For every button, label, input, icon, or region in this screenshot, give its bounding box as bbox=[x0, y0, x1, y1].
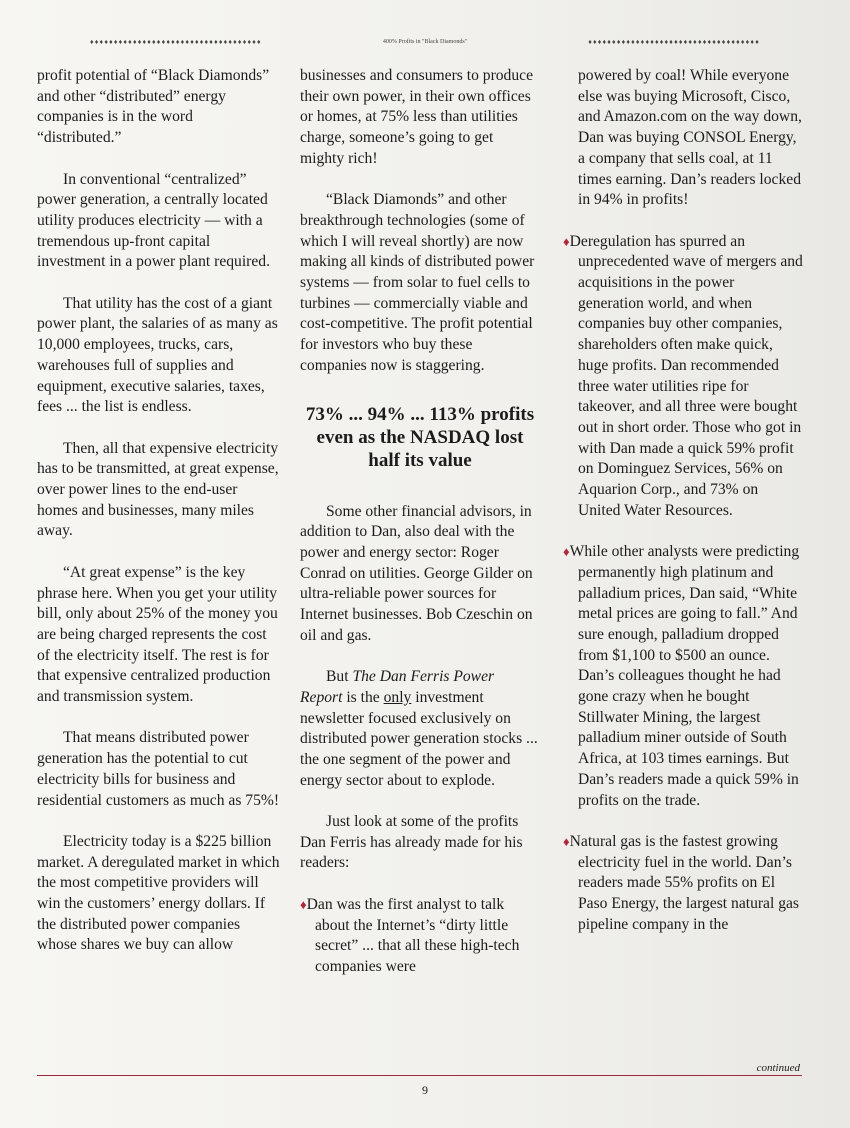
paragraph: Some other financial advisors, in addition to Dan, also deal with the power and energy sector: Roger Conrad on utilities. George Gilder on ultra-reliable power sources for Internet businesses. Bob Czeschin on oil and gas. bbox=[300, 502, 533, 644]
paragraph: Electricity today is a $225 billion market. A deregulated market in which the most competitive providers will win the customers’ energy dollars. If the distributed power companies whose shares we buy can allow bbox=[37, 832, 280, 954]
column-3 bbox=[563, 66, 803, 956]
paragraph: In conventional “centralized” power generation, a centrally located utility produces electricity — with a tremendous up-front capital investment in a power plant required. bbox=[37, 170, 270, 271]
paragraph bbox=[300, 667, 540, 791]
column-2 bbox=[300, 66, 540, 998]
paragraph: That means distributed power generation has the potential to cut electricity bills for business and residential customers as much as 75%! bbox=[37, 729, 280, 809]
column-1 bbox=[37, 66, 281, 977]
bullet-text: While other analysts were predicting permanently high platinum and palladium prices, Dan said, “White metal prices are going to fall.” And sure enough, palladium dropped from $1,100 to $500 an ounce. Dan’s colleagues thought he had gone crazy when he bought Stillwater Mining, the largest palladium miner outside of South Africa, at 103 times earnings. But Dan’s readers made a quick 59% in profits on the trade. bbox=[569, 543, 800, 809]
continued-label: continued bbox=[756, 1062, 800, 1074]
bullet-item bbox=[563, 232, 803, 522]
paragraph: businesses and consumers to produce their own power, in their own offices or homes, at 75% less than utilities charge, someone’s going to get mighty rich! bbox=[300, 67, 533, 167]
subheadline: 73% ... 94% ... 113% profits even as the NASDAQ lost half its value bbox=[305, 403, 535, 471]
diamond-bullet-icon: ♦ bbox=[563, 544, 570, 560]
bullet-text: Natural gas is the fastest growing electricity fuel in the world. Dan’s readers made 55% profits on El Paso Energy, the largest natural gas pipeline company in the bbox=[569, 832, 799, 933]
footer-rule bbox=[37, 1075, 802, 1076]
bullet-item bbox=[300, 895, 540, 978]
header-title: 400% Profits in "Black Diamonds" bbox=[382, 39, 468, 45]
header-right-ornament: ♦♦♦♦♦♦♦♦♦♦♦♦♦♦♦♦♦♦♦♦♦♦♦♦♦♦♦♦♦♦♦♦♦♦♦♦ bbox=[588, 38, 760, 46]
text-run: is the bbox=[342, 688, 384, 706]
paragraph: That utility has the cost of a giant power plant, the salaries of as many as 10,000 employees, trucks, cars, warehouses full of supplies and equipment, executive salaries, taxes, fees ... the list is endless. bbox=[37, 294, 278, 416]
emphasis-only: only bbox=[383, 688, 412, 706]
bullet-item bbox=[563, 832, 803, 936]
page-number: 9 bbox=[422, 1083, 428, 1097]
diamond-bullet-icon: ♦ bbox=[563, 833, 570, 849]
paragraph: Just look at some of the profits Dan Ferris has already made for his readers: bbox=[300, 813, 523, 872]
paragraph: Then, all that expensive electricity has to be transmitted, at great expense, over power lines to the end-user homes and businesses, many miles away. bbox=[37, 439, 279, 540]
bullet-text: Deregulation has spurred an unprecedented wave of mergers and acquisitions in the power generation world, and when companies buy other companies, shareholders often make quick, huge profits. Dan recommended three water utilities ripe for takeover, and all three were bought out in short order. Those who got in with Dan made a quick 59% profit on Dominguez Services, 56% on Aquarion Corp., and 73% on United Water Resources. bbox=[569, 232, 803, 519]
header-left-ornament: ♦♦♦♦♦♦♦♦♦♦♦♦♦♦♦♦♦♦♦♦♦♦♦♦♦♦♦♦♦♦♦♦♦♦♦♦ bbox=[90, 38, 262, 46]
running-header bbox=[90, 38, 760, 46]
paragraph: powered by coal! While everyone else was buying Microsoft, Cisco, and Amazon.com on the way down, Dan was buying CONSOL Energy, a company that sells coal, at 11 times earning. Dan’s readers locked in 94% in profits! bbox=[578, 67, 802, 209]
bullet-item bbox=[563, 542, 803, 811]
paragraph: “Black Diamonds” and other breakthrough technologies (some of which I will reveal shortly) are now making all kinds of distributed power systems — from solar to fuel cells to turbines — commercially viable and cost-competitive. The profit potential for investors who buy these companies now is staggering. bbox=[300, 191, 535, 374]
text-run: investment newsletter focused exclusively on distributed power generation stocks ... the one segment of the power and energy sector about to explode. bbox=[300, 688, 538, 789]
paragraph: “At great expense” is the key phrase here. When you get your utility bill, only about 25% of the money you are being charged represents the cost of the electricity itself. The rest is for that expensive centralized production and transmission system. bbox=[37, 563, 278, 706]
diamond-bullet-icon: ♦ bbox=[563, 233, 570, 249]
paragraph: profit potential of “Black Diamonds” and other “distributed” energy companies is in the word “distributed.” bbox=[37, 67, 270, 147]
diamond-bullet-icon: ♦ bbox=[300, 896, 307, 912]
bullet-text: Dan was the first analyst to talk about the Internet’s “dirty little secret” ... that all these high-tech companies were bbox=[306, 895, 520, 975]
text-run: But bbox=[326, 668, 353, 686]
newsletter-title: The Dan Ferris Power Report bbox=[300, 668, 495, 706]
